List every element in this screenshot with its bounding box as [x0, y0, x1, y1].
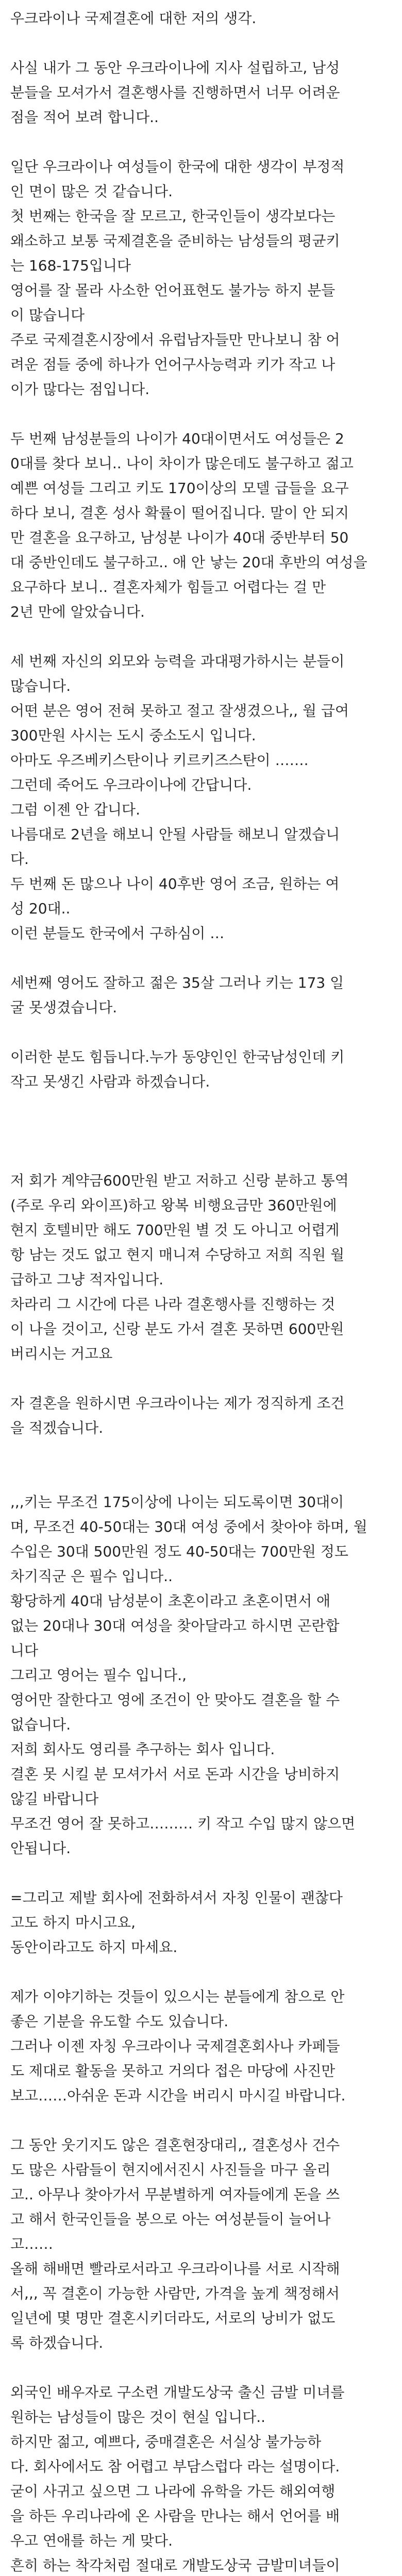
- text-line: 안됩니다.: [10, 1840, 71, 1857]
- paragraph-spacer: [10, 1020, 392, 1045]
- paragraph: [10, 56, 392, 130]
- text-line: 차라리 그 시간에 다른 나라 결혼행사를 진행하는 것: [10, 1296, 336, 1313]
- text-line: 외국인 배우자로 구소련 개발도상국 출신 금발 미녀를: [10, 2384, 345, 2401]
- text-line: 동안이라고도 하지 마세요.: [10, 1939, 178, 1956]
- paragraph-spacer: [10, 1094, 392, 1168]
- text-line: =그리고 제발 회사에 전화하셔서 자칭 인물이 괜찮다: [10, 1889, 343, 1906]
- paragraph-spacer: [10, 130, 392, 155]
- text-line: 이 나을 것이고, 신랑 분도 가서 결혼 못하면 600만원: [10, 1320, 344, 1337]
- text-line: 다. 회사에서도 참 어렵고 부담스럽다 라는 설명이다.: [10, 2458, 340, 2475]
- text-line: 하다 보니, 결혼 성사 확률이 떨어집니다. 말이 안 되지: [10, 504, 349, 521]
- text-line: 보고……아쉬운 돈과 시간을 버리시 마시길 바랍니다.: [10, 2087, 346, 2104]
- paragraph: [10, 798, 392, 872]
- text-line: 요구하다 보니.. 결혼자체가 힘들고 어렵다는 걸 만: [10, 579, 326, 596]
- text-line: 황당하게 40대 남성분이 초혼이라고 초혼이면서 애: [10, 1592, 331, 1609]
- paragraph: [10, 649, 392, 699]
- text-line: 영어를 잘 몰라 사소한 언어표현도 불가능 하지 분들: [10, 282, 336, 299]
- text-line: 그리고 영어는 필수 입니다.,: [10, 1667, 187, 1684]
- paragraph: [10, 699, 392, 748]
- text-line: 2년 만에 알았습니다.: [10, 603, 145, 620]
- text-line: 0대를 찾다 보니.. 나이 차이가 많은데도 불구하고 젊고: [10, 455, 354, 472]
- text-line: 굴 못생겼습니다.: [10, 999, 118, 1016]
- text-line: 저 회가 계약금600만원 받고 저하고 신랑 분하고 통역: [10, 1172, 349, 1189]
- text-line: 을 적겠습니다.: [10, 1419, 104, 1436]
- text-line: 고도 하지 마시고요,: [10, 1914, 136, 1931]
- text-line: 이 많습니다: [10, 307, 85, 324]
- text-line: 분들을 모셔가서 결혼행사를 진행하면서 너무 어려운: [10, 84, 340, 101]
- text-line: 고.. 아무나 찾아가서 무분별하게 여자들에게 돈을 쓰: [10, 2186, 340, 2203]
- text-line: 록 하겠습니다.: [10, 2334, 104, 2351]
- paragraph: [10, 278, 392, 328]
- text-line: 항 남는 것도 없고 현지 매니져 수당하고 저희 직원 월: [10, 1246, 345, 1263]
- text-line: 없습니다.: [10, 1716, 71, 1733]
- paragraph: [10, 1762, 392, 1811]
- paragraph: [10, 2430, 392, 2479]
- paragraph: [10, 1663, 392, 1737]
- text-line: 서,,, 꼭 결혼이 가능한 사람만, 가격을 높게 책정해서: [10, 2285, 340, 2302]
- paragraph: [10, 1589, 392, 1663]
- paragraph-spacer: [10, 1366, 392, 1391]
- paragraph: [10, 2034, 392, 2108]
- text-line: 작고 못생긴 사람과 하겠습니다.: [10, 1073, 210, 1090]
- text-line: 는 168-175입니다: [10, 257, 131, 274]
- paragraph: [10, 1737, 392, 1762]
- text-line: 굳이 사귀고 싶으면 그 나라에 유학을 가든 해외여행: [10, 2483, 336, 2500]
- text-line: 흔히 하는 착각처럼 절대로 개발도상국 금발미녀들이: [10, 2557, 340, 2574]
- paragraph-spacer: [10, 31, 392, 56]
- paragraph-spacer: [10, 1440, 392, 1490]
- paragraph: [10, 971, 392, 1020]
- text-line: 없는 20대나 30대 여성을 찾아달라고 하시면 곤란합: [10, 1617, 340, 1634]
- paragraph: [10, 1985, 392, 2034]
- text-line: 나름대로 2년을 해보니 안될 사람들 해보니 알겠습니: [10, 826, 340, 843]
- paragraph: [10, 2133, 392, 2257]
- text-line: 차기직군 은 필수 입니다..: [10, 1568, 173, 1585]
- text-line: 많습니다.: [10, 677, 71, 694]
- paragraph: [10, 1168, 392, 1292]
- paragraph-spacer: [10, 402, 392, 427]
- text-line: 인 면이 많은 것 같습니다.: [10, 183, 173, 200]
- text-line: 그러나 이젠 자칭 우크라이나 국제결혼회사나 카페들: [10, 2038, 340, 2055]
- paragraph: [10, 204, 392, 278]
- text-line: 려운 점들 중에 하나가 언어구사능력과 키가 작고 나: [10, 356, 336, 373]
- text-line: 결혼 못 시킬 분 모셔가서 서로 돈과 시간을 낭비하지: [10, 1766, 340, 1783]
- text-line: 영어만 잘한다고 영에 조건이 안 맞아도 결혼을 할 수: [10, 1691, 340, 1708]
- text-line: 현지 호텔비만 해도 700만원 별 것 도 아니고 어렵게: [10, 1222, 340, 1239]
- text-line: 자 결혼을 원하시면 우크라이나는 제가 정직하게 조건: [10, 1395, 345, 1412]
- paragraph: [10, 6, 392, 31]
- text-line: 우크라이나 국제결혼에 대한 저의 생각.: [10, 10, 257, 27]
- text-line: 을 하든 우리나라에 온 사람을 만나는 해서 언어를 배: [10, 2507, 340, 2524]
- paragraph-spacer: [10, 1861, 392, 1886]
- text-line: 이가 많다는 점입니다.: [10, 381, 150, 398]
- text-line: (주로 우리 와이프)하고 왕복 비행요금만 360만원에: [10, 1197, 337, 1214]
- paragraph: [10, 1391, 392, 1440]
- text-line: 예쁜 여성들 그리고 키도 170이상의 모델 급들을 요구: [10, 480, 349, 497]
- paragraph: [10, 328, 392, 402]
- text-line: 왜소하고 보통 국제결혼을 준비하는 남성들의 평균키: [10, 232, 340, 249]
- text-line: 만 결혼을 요구하고, 남성분 나이가 40대 중반부터 50: [10, 529, 349, 546]
- text-line: 일단 우크라이나 여성들이 한국에 대한 생각이 부정적: [10, 158, 345, 175]
- paragraph: [10, 427, 392, 624]
- paragraph: [10, 872, 392, 921]
- text-line: 니다: [10, 1642, 39, 1659]
- paragraph: [10, 1045, 392, 1094]
- text-line: 이런 분들도 한국에서 구하심이 …: [10, 925, 225, 942]
- text-line: 하지만 젊고, 예쁘다, 중매결혼은 서실상 불가능하: [10, 2433, 322, 2450]
- text-line: 우고 연애를 하는 게 맞다.: [10, 2532, 173, 2549]
- paragraph-spacer: [10, 2108, 392, 2133]
- text-line: 올해 해배면 빨라로서라고 우크라이나를 서로 시작해: [10, 2260, 340, 2277]
- text-line: 저희 회사도 영리를 추구하는 회사 입니다.: [10, 1741, 275, 1758]
- text-line: 도 제대로 활동을 못하고 거의다 접은 마당에 사진만: [10, 2062, 336, 2079]
- text-line: 무조건 영어 잘 못하고……… 키 작고 수입 많지 않으면: [10, 1815, 356, 1832]
- text-line: 아마도 우즈베키스탄이나 키르키즈스탄이 …….: [10, 752, 309, 769]
- text-line: 주로 국제결혼시장에서 유럽남자들만 만나보니 참 어: [10, 331, 340, 348]
- text-line: ,,,키는 무조건 175이상에 나이는 되도록이면 30대이: [10, 1494, 344, 1511]
- text-line: 세번째 영어도 잘하고 젊은 35살 그러나 키는 173 일: [10, 974, 344, 991]
- text-line: 않길 바랍니다: [10, 1790, 99, 1807]
- text-line: 그럼 이젠 안 갑니다.: [10, 801, 140, 818]
- text-line: 원하는 남성들이 많은 것이 현실 입니다..: [10, 2409, 266, 2426]
- text-line: 고……: [10, 2235, 54, 2252]
- paragraph: [10, 1886, 392, 1960]
- text-line: 며, 무조건 40-50대는 30대 여성 중에서 찾아야 하며, 월: [10, 1518, 367, 1535]
- text-line: 300만원 사시는 도시 중소도시 입니다.: [10, 727, 256, 744]
- text-line: 일년에 몇 명만 결혼시키더라도, 서로의 낭비가 없도: [10, 2310, 336, 2327]
- text-line: 버리시는 거고요: [10, 1345, 113, 1362]
- text-line: 고 해서 한국인들을 봉으로 아는 여성분들이 늘어나: [10, 2211, 331, 2228]
- paragraph: [10, 2553, 392, 2576]
- text-line: 좋은 기분을 유도할 수도 있습니다.: [10, 2013, 229, 2030]
- text-line: 도 많은 사람들이 현지에서진시 사진들을 마구 올리: [10, 2161, 331, 2178]
- paragraph: [10, 1811, 392, 1861]
- text-line: 어떤 분은 영어 전혀 못하고 절고 잘생겼으나,, 월 급여: [10, 702, 349, 719]
- paragraph: [10, 2479, 392, 2553]
- paragraph-spacer: [10, 624, 392, 649]
- paragraph: [10, 921, 392, 946]
- text-line: 급하고 그냥 적자입니다.: [10, 1271, 164, 1288]
- text-line: 그 동안 웃기지도 않은 결혼현장대리,, 결혼성사 건수: [10, 2137, 340, 2154]
- text-line: 대 중반인데도 불구하고.. 애 안 낳는 20대 후반의 여성을: [10, 554, 367, 571]
- paragraph-spacer: [10, 1960, 392, 1985]
- text-line: 제가 이야기하는 것들이 있으시는 분들에게 참으로 안: [10, 1988, 345, 2005]
- paragraph-spacer: [10, 946, 392, 971]
- paragraph: [10, 2257, 392, 2355]
- text-line: 그런데 죽어도 우크라이나에 간답니다.: [10, 776, 252, 793]
- text-line: 사실 내가 그 동안 우크라이나에 지사 설립하고, 남성: [10, 59, 340, 76]
- text-line: 성 20대..: [10, 900, 71, 917]
- text-line: 첫 번째는 한국을 잘 모르고, 한국인들이 생각보다는: [10, 208, 336, 225]
- text-line: 점을 적어 보려 합니다..: [10, 109, 159, 126]
- text-line: 이러한 분도 힘듭니다.누가 동양인인 한국남성인데 키: [10, 1048, 345, 1065]
- text-line: 두 번째 돈 많으나 나이 40후반 영어 조금, 원하는 여: [10, 875, 340, 892]
- paragraph: [10, 155, 392, 204]
- paragraph-spacer: [10, 2355, 392, 2380]
- paragraph: [10, 2380, 392, 2430]
- text-line: 수입은 30대 500만원 정도 40-50대는 700만원 정도: [10, 1543, 348, 1560]
- paragraph: [10, 1292, 392, 1366]
- text-line: 두 번째 남성분들의 나이가 40대이면서도 여성들은 2: [10, 430, 344, 447]
- text-line: 세 번째 자신의 외모와 능력을 과대평가하시는 분들이: [10, 653, 345, 670]
- text-line: 다.: [10, 851, 29, 868]
- paragraph: [10, 748, 392, 798]
- paragraph: [10, 1490, 392, 1589]
